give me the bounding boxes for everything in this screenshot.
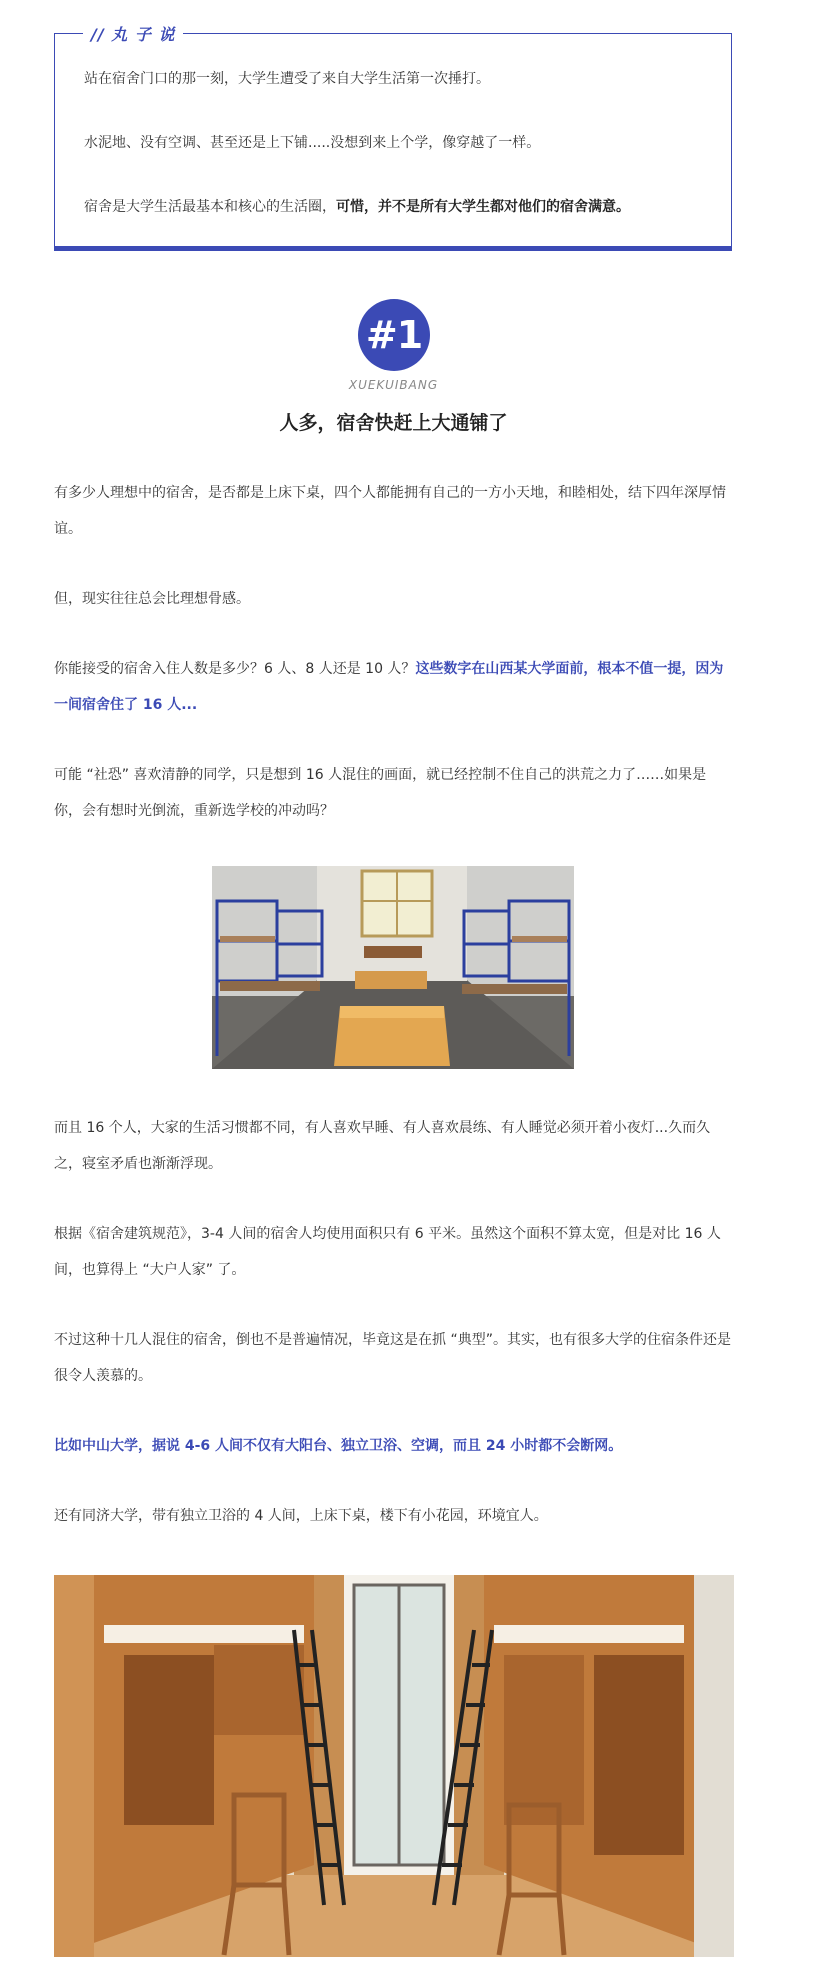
paragraph-8-highlight: 比如中山大学，据说 4-6 人间不仅有大阳台、独立卫浴、空调，而且 24 小时都不会断网。 — [54, 1438, 623, 1454]
paragraph-9: 还有同济大学，带有独立卫浴的 4 人间，上床下桌，楼下有小花园，环境宜人。 — [54, 1508, 548, 1524]
intro-line-3-bold: 可惜，并不是所有大学生都对他们的宿舍满意。 — [336, 199, 630, 215]
section-subtitle: XUEKUIBANG — [348, 378, 439, 392]
paragraph-5: 而且 16 个人，大家的生活习惯都不同，有人喜欢早睡、有人喜欢晨练、有人睡觉必须开着小夜灯...久而久之，寝室矛盾也渐渐浮现。 — [54, 1120, 711, 1172]
paragraph-7: 不过这种十几人混住的宿舍，倒也不是普遍情况，毕竟这是在抓 “典型”。其实，也有很多大学的住宿条件还是很令人羡慕的。 — [54, 1332, 731, 1384]
intro-box — [54, 25, 732, 247]
paragraph-3-normal: 你能接受的宿舍入住人数是多少？6 人、8 人还是 10 人？ — [54, 661, 416, 677]
intro-title: // 丸 子 说 — [83, 22, 183, 45]
paragraph-4: 可能 “社恐” 喜欢清静的同学，只是想到 16 人混住的画面，就已经控制不住自己的洪荒之力了……如果是你，会有想时光倒流，重新选学校的冲动吗？ — [54, 767, 707, 819]
section-number-badge: #1 — [358, 299, 430, 371]
intro-line-1: 站在宿舍门口的那一刻，大学生遭受了来自大学生活第一次捶打。 — [84, 71, 490, 87]
intro-line-2: 水泥地、没有空调、甚至还是上下铺.....没想到来上个学，像穿越了一样。 — [84, 135, 541, 151]
paragraph-1: 有多少人理想中的宿舍，是否都是上床下桌，四个人都能拥有自己的一方小天地，和睦相处，结下四年深厚情谊。 — [54, 485, 726, 537]
paragraph-3-highlight: 这些数字在山西某大学面前，根本不值一提，因为一间宿舍住了 16 人... — [54, 661, 724, 713]
section-title: 人多，宿舍快赶上大通铺了 — [279, 412, 508, 434]
intro-line-3-normal: 宿舍是大学生活最基本和核心的生活圈， — [84, 199, 336, 215]
dorm-photo-4-person — [54, 1575, 734, 1957]
dorm-photo-16-person — [212, 866, 574, 1069]
paragraph-2: 但，现实往往总会比理想骨感。 — [54, 591, 250, 607]
paragraph-3 — [54, 651, 734, 723]
paragraph-6: 根据《宿舍建筑规范》，3-4 人间的宿舍人均使用面积只有 6 平米。虽然这个面积不算太宽，但是对比 16 人间，也算得上 “大户人家” 了。 — [54, 1226, 721, 1278]
intro-line-3 — [84, 196, 630, 216]
